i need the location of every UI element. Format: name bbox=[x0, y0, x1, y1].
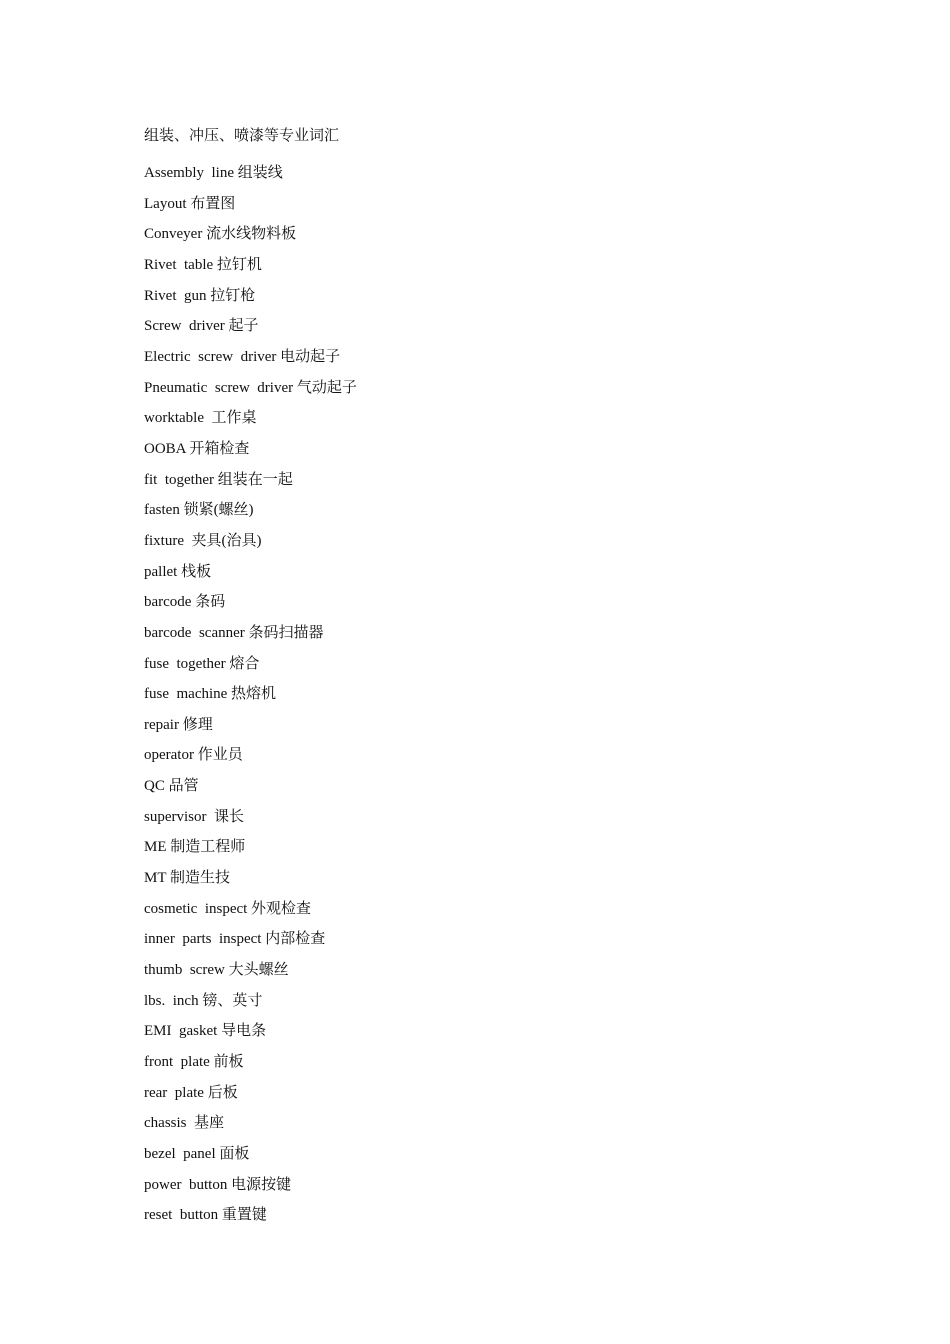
term-list bbox=[144, 162, 357, 1235]
term-item: power button 电源按键 bbox=[144, 1176, 292, 1193]
term-item: fuse together 熔合 bbox=[144, 655, 260, 672]
document-title: 组装、冲压、喷漆等专业词汇 bbox=[144, 128, 340, 144]
term-item: ME 制造工程师 bbox=[144, 839, 246, 856]
term-item: lbs. inch 镑、英寸 bbox=[144, 992, 263, 1009]
term-item: thumb screw 大头螺丝 bbox=[144, 962, 289, 979]
term-item: fit together 组装在一起 bbox=[144, 471, 293, 488]
term-item: EMI gasket 导电条 bbox=[144, 1023, 267, 1040]
term-item: operator 作业员 bbox=[144, 747, 243, 764]
term-item: fixture 夹具(治具) bbox=[144, 532, 262, 549]
term-item: cosmetic inspect 外观检查 bbox=[144, 900, 312, 917]
term-item: pallet 栈板 bbox=[144, 563, 212, 580]
term-item: Pneumatic screw driver 气动起子 bbox=[144, 379, 357, 396]
term-item: inner parts inspect 内部检查 bbox=[144, 931, 326, 948]
term-item: OOBA 开箱检查 bbox=[144, 440, 250, 457]
term-item: Screw driver 起子 bbox=[144, 318, 259, 335]
term-item: worktable 工作桌 bbox=[144, 410, 257, 427]
term-item: MT 制造生技 bbox=[144, 870, 230, 887]
term-item: supervisor 课长 bbox=[144, 808, 244, 825]
term-item: repair 修理 bbox=[144, 716, 213, 733]
term-item: Electric screw driver 电动起子 bbox=[144, 348, 341, 365]
term-item: rear plate 后板 bbox=[144, 1084, 238, 1101]
term-item: reset button 重置键 bbox=[144, 1207, 267, 1224]
term-item: QC 品管 bbox=[144, 778, 199, 795]
term-item: Rivet table 拉钉机 bbox=[144, 256, 262, 273]
term-item: barcode 条码 bbox=[144, 594, 226, 611]
term-item: bezel panel 面板 bbox=[144, 1146, 250, 1162]
term-item: chassis 基座 bbox=[144, 1115, 224, 1132]
term-item: Layout 布置图 bbox=[144, 195, 236, 212]
term-item: Conveyer 流水线物料板 bbox=[144, 226, 297, 243]
term-item: barcode scanner 条码扫描器 bbox=[144, 624, 324, 641]
term-item: fasten 锁紧(螺丝) bbox=[144, 502, 254, 519]
term-item: Rivet gun 拉钉枪 bbox=[144, 287, 256, 304]
term-item: front plate 前板 bbox=[144, 1054, 244, 1071]
term-item: fuse machine 热熔机 bbox=[144, 686, 277, 703]
term-item: Assembly line 组装线 bbox=[144, 165, 283, 181]
